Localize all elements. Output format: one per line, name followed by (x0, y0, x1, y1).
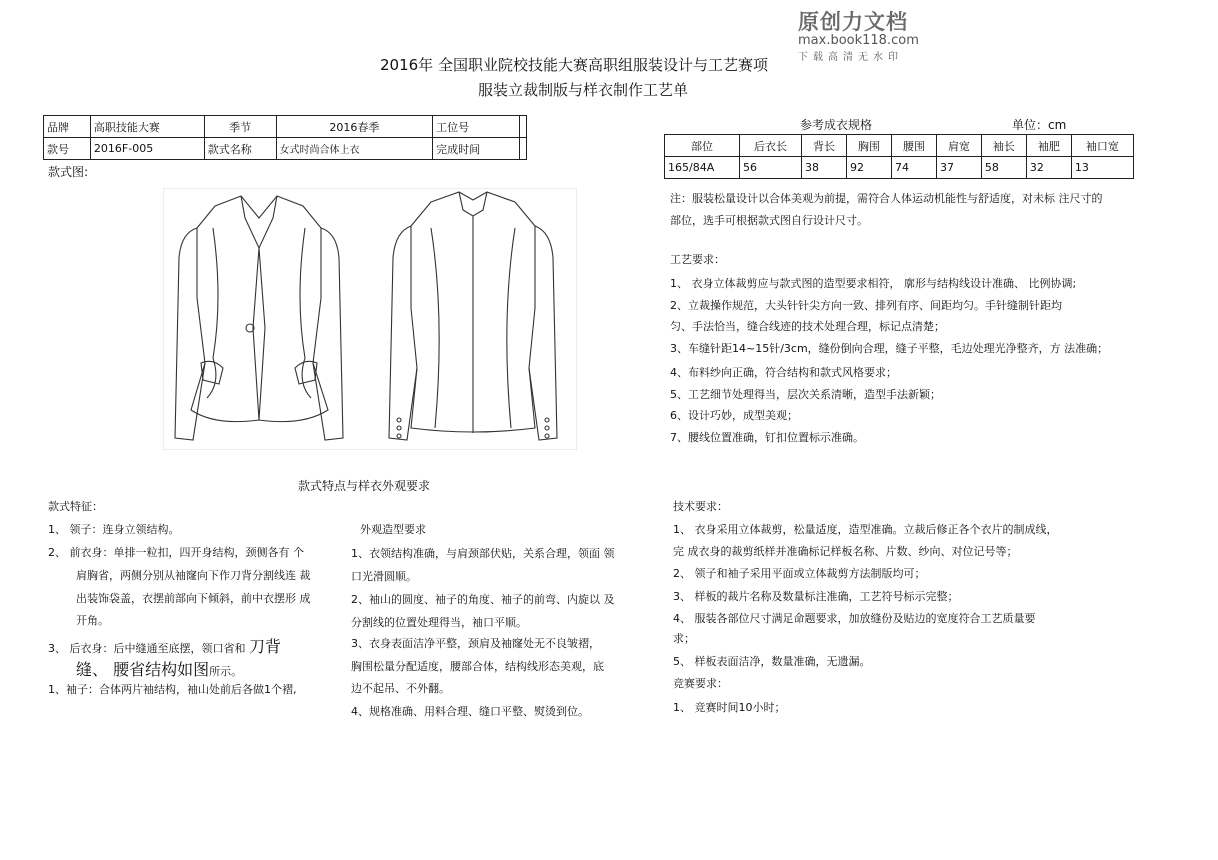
spec-header: 背长 (802, 135, 847, 157)
season-label: 季节 (204, 116, 276, 138)
spec-value: 13 (1071, 157, 1133, 179)
watermark-tagline: 下载高清无水印 (798, 52, 903, 63)
jacket-sketch-image (163, 188, 577, 450)
tech-title: 技术要求： (673, 500, 728, 513)
features-item-text: 所示。 (209, 665, 243, 678)
page-title: 2016年 全国职业院校技能大赛高职组服装设计与工艺赛项 (380, 56, 768, 74)
spec-value: 58 (981, 157, 1026, 179)
features-item: 1、 领子：连身立领结构。 (48, 523, 180, 536)
appearance-item: 1、衣领结构准确，与肩颈部伏贴，关系合理，领面 领 (351, 547, 615, 560)
style-image-label: 款式图: (48, 165, 89, 179)
station-value[interactable] (520, 116, 527, 138)
spec-value: 32 (1026, 157, 1071, 179)
appearance-item: 胸围松量分配适度，腰部合体，结构线形态美观，底 (351, 660, 604, 673)
craft-item: 6、设计巧妙，成型美观； (670, 409, 798, 422)
features-item-big: 缝、 腰省结构如图 (76, 660, 210, 679)
note-line: 注：服装松量设计以合体美观为前提，需符合人体运动机能性与舒适度，对未标 注尺寸的 (670, 192, 1103, 205)
craft-item: 5、工艺细节处理得当，层次关系清晰，造型手法新颖； (670, 388, 941, 401)
finish-value[interactable] (520, 138, 527, 160)
appearance-item: 分割线的位置处理得当，袖口平顺。 (351, 616, 527, 629)
spec-value: 165/84A (665, 157, 740, 179)
spec-value: 37 (936, 157, 981, 179)
spec-table (664, 134, 1134, 179)
features-item-text: 3、 后衣身：后中缝通至底摆，领口省和 (48, 642, 246, 655)
tech-item: 1、 衣身采用立体裁剪，松量适度，造型准确。立裁后修正各个衣片的制成线， (673, 523, 1058, 536)
features-item: 2、 前衣身：单排一粒扣，四开身结构，颈侧各有 个 (48, 546, 304, 559)
spec-value: 74 (891, 157, 936, 179)
name-label: 款式名称 (204, 138, 276, 160)
competition-item: 1、 竞赛时间10小时； (673, 701, 786, 714)
spec-header: 袖口宽 (1071, 135, 1133, 157)
appearance-item: 2、袖山的圆度、袖子的角度、袖子的前弯、内旋以 及 (351, 593, 615, 606)
spec-title: 参考成衣规格 (800, 118, 873, 132)
spec-header: 胸围 (847, 135, 892, 157)
name-value: 女式时尚合体上衣 (276, 138, 433, 160)
watermark-domain: max.book118.com (798, 33, 919, 48)
brand-label: 品牌 (44, 116, 91, 138)
tech-item: 完 成衣身的裁剪纸样并准确标记样板名称、片数、纱向、对位记号等； (673, 545, 1018, 558)
spec-value: 92 (847, 157, 892, 179)
station-label: 工位号 (433, 116, 520, 138)
features-item-big: 刀背 (249, 637, 282, 656)
page-subtitle: 服装立裁制版与样衣制作工艺单 (478, 81, 689, 99)
appearance-item: 口光滑圆顺。 (351, 570, 417, 583)
features-item: 出装饰袋盖，衣摆前部向下倾斜，前中衣摆形 成 (76, 592, 311, 605)
features-item: 肩胸省，两侧分别从袖窿向下作刀背分割线连 裁 (76, 569, 311, 582)
appearance-item: 3、衣身表面洁净平整，颈肩及袖窿处无不良皱褶， (351, 637, 600, 650)
appearance-item: 4、规格准确、用料合理、缝口平整、熨烫到位。 (351, 705, 589, 718)
spec-header: 后衣长 (740, 135, 802, 157)
spec-value: 56 (740, 157, 802, 179)
features-item: 开角。 (76, 614, 109, 627)
competition-title: 竞赛要求： (673, 677, 728, 690)
features-title: 款式特征： (48, 500, 103, 513)
tech-item: 2、 领子和袖子采用平面或立体裁剪方法制版均可； (673, 567, 926, 580)
code-label: 款号 (44, 138, 91, 160)
craft-item: 3、车缝针距14~15针/3cm，缝份倒向合理，缝子平整，毛边处理光净整齐，方 法准确； (670, 342, 1109, 355)
spec-header: 部位 (665, 135, 740, 157)
features-item: 1、袖子：合体两片袖结构，袖山处前后各做1个褶, (48, 683, 297, 696)
spec-header: 肩宽 (936, 135, 981, 157)
spec-header: 袖长 (981, 135, 1026, 157)
finish-label: 完成时间 (433, 138, 520, 160)
spec-header: 袖肥 (1026, 135, 1071, 157)
spec-value: 38 (802, 157, 847, 179)
appearance-item: 边不起吊、不外翻。 (351, 682, 450, 695)
season-value: 2016春季 (276, 116, 433, 138)
tech-item: 4、 服装各部位尺寸满足命题要求，加放缝份及贴边的宽度符合工艺质量要 (673, 612, 1036, 625)
features-section-title: 款式特点与样衣外观要求 (298, 479, 431, 493)
craft-item: 7、腰线位置准确，钉扣位置标示准确。 (670, 431, 864, 444)
craft-item: 2、立裁操作规范，大头针针尖方向一致、排列有序、间距均匀。手针缝制针距均 (670, 299, 1062, 312)
craft-item: 4、布料纱向正确，符合结构和款式风格要求； (670, 366, 897, 379)
features-item (48, 636, 281, 660)
appearance-title: 外观造型要求 (360, 523, 426, 536)
spec-unit: 单位：cm (1012, 118, 1067, 132)
info-table (43, 115, 527, 160)
craft-item: 匀、手法恰当，缝合线迹的技术处理合理，标记点清楚； (670, 320, 945, 333)
tech-item: 5、 样板表面洁净，数量准确，无遗漏。 (673, 655, 871, 668)
craft-title: 工艺要求： (670, 253, 725, 266)
watermark-brand: 原创力文档 (798, 10, 908, 34)
tech-item: 3、 样板的裁片名称及数量标注准确，工艺符号标示完整； (673, 590, 959, 603)
spec-header: 腰围 (891, 135, 936, 157)
brand-value: 高职技能大赛 (90, 116, 204, 138)
craft-item: 1、 衣身立体裁剪应与款式图的造型要求相符， 廓形与结构线设计准确、 比例协调; (670, 277, 1077, 290)
code-value: 2016F-005 (90, 138, 204, 160)
note-line: 部位，选手可根据款式图自行设计尺寸。 (670, 214, 868, 227)
tech-item: 求； (673, 632, 695, 645)
